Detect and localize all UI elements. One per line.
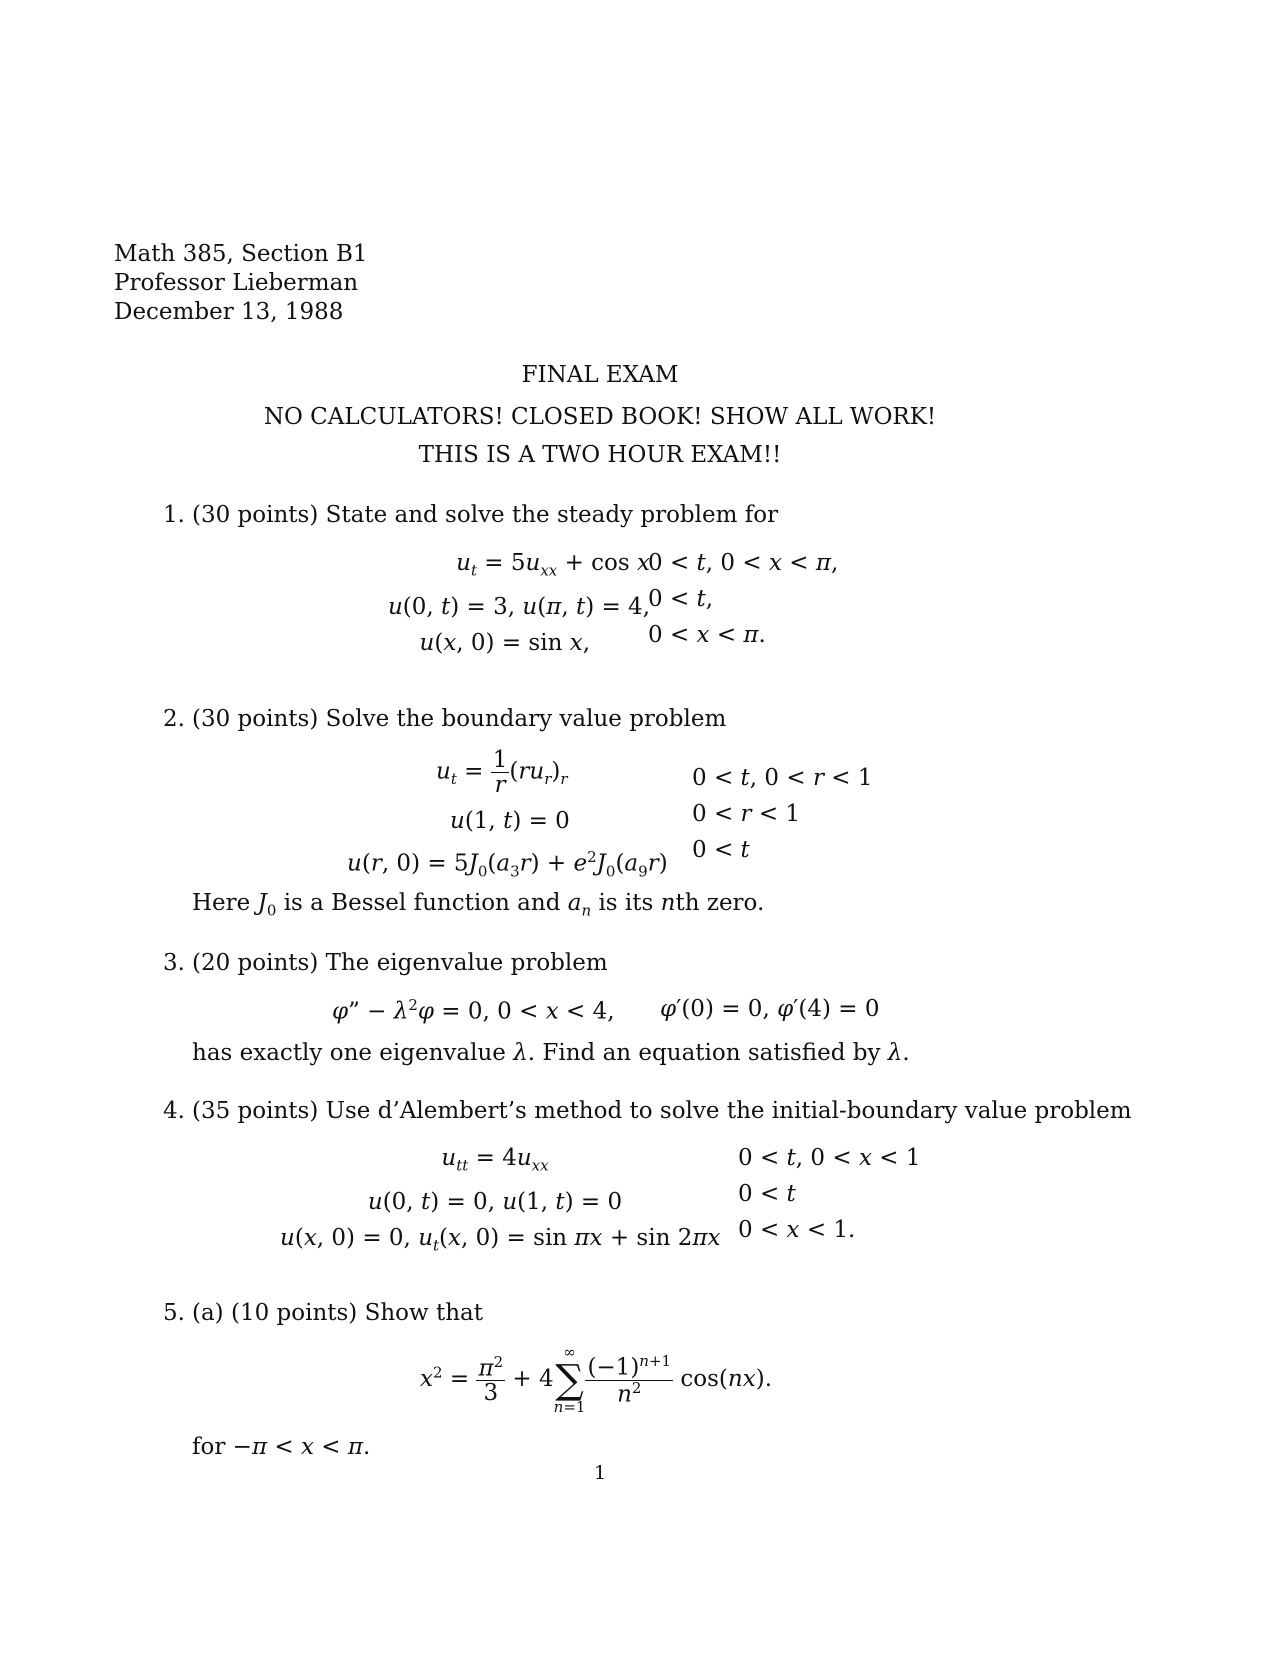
problem-3-number: 3. [163,950,185,976]
problem-2-statement: (30 points) Solve the boundary value problem [192,706,727,732]
page-number: 1 [593,1462,607,1484]
problem-2-equation-ic: u(r, $0) = 5J_0(a_3r) + e^2J_0(a_9r)$ [347,848,668,881]
problem-5-tail: for −π < x < π. [192,1434,371,1460]
problem-5-series: $x^2$ = $\frac{\pi^2}{3}$ + 4 ∞ ∑ n=1 $\frac{(-1)^{n+1}}{n^2}$ cos(nx). [420,1343,773,1416]
exam-rules: NO CALCULATORS! CLOSED BOOK! SHOW ALL WORK! [263,404,937,430]
exam-title: FINAL EXAM [521,362,679,388]
problem-5-statement: (a) (10 points) Show that [192,1300,484,1326]
header-block [114,240,368,327]
problem-4-domains: 0 < t, 0 < x < 1 0 < t 0 < x < 1. [738,1145,921,1243]
problem-3-followup: has exactly one eigenvalue λ. Find an equation satisfied by λ. [192,1040,910,1066]
problem-1-equations: $u_t = 5u_{xx} + \cos x$ u(0, t) = 3, u(π, t) = 4, u(x, 0) = sin x, [387,550,650,656]
problem-1-number: 1. [163,502,185,528]
problem-2-number: 2. [163,706,185,732]
problem-4-statement: (35 points) Use d’Alembert’s method to solve the initial-boundary value problem [192,1098,1132,1124]
problem-1-statement: (30 points) State and solve the steady problem for [192,502,779,528]
problem-2-equation-pde: $u_t$ = $\frac{1}{r}$ $(ru_r)_r$ [436,747,568,799]
problem-2-equation-bc: u(1, t) = 0 [450,808,570,834]
problem-3-bc: φ′(0) = 0, φ′(4) = 0 [660,996,880,1022]
problem-3-statement: (20 points) The eigenvalue problem [192,950,608,976]
problem-4-number: 4. [163,1098,185,1124]
problem-1-domains: 0 < t, 0 < x < π, 0 < t, 0 < x < π. [648,550,839,648]
problem-4-equations: $u_{tt} = 4u_{xx}$ u(0, t) = 0, u(1, t) = 0 u(x, 0) = 0, $u_t(x$, 0) = sin πx + sin 2πx [280,1145,721,1255]
date-line: December 13, 1988 [114,299,344,325]
problem-3-equation: φ” − $\lambda^2\varphi = 0$, 0 < x < 4, [332,996,615,1025]
exam-duration: THIS IS A TWO HOUR EXAM!! [418,442,782,468]
problem-5-number: 5. [163,1300,185,1326]
course-line: Math 385, Section B1 [114,241,368,267]
problem-2-note: Here $J_0$ is a Bessel function and $a_n$ is its nth zero. [192,890,765,920]
problem-2-domains: 0 < t, 0 < r < 1 0 < r < 1 0 < t [692,765,873,863]
professor-line: Professor Lieberman [114,270,359,296]
